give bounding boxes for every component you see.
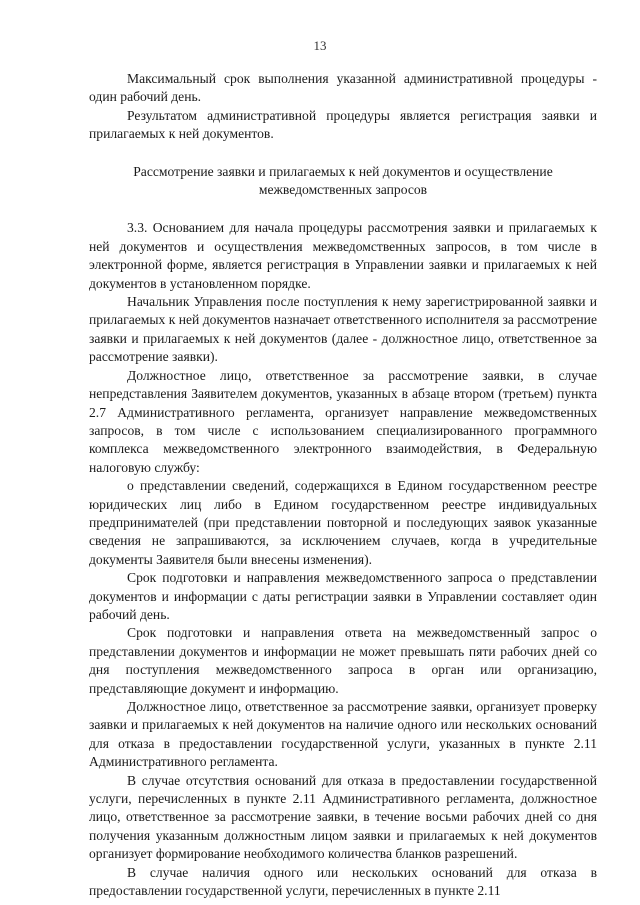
paragraph: Начальник Управления после поступления к нему зарегистрированной заявки и прилагаемых к ней документов назначает ответственного исполнителя за рассмотрение заявки и прилагаемых к ней документов (далее - должностное лицо, ответственное за рассмотрение заявки). [89,294,597,365]
paragraph: Должностное лицо, ответственное за рассмотрение заявки, в случае непредставления Заявителем документов, указанных в абзаце втором (третьем) пункта 2.7 Административного регламента, организует направление межведомственных запросов, в том числе с использованием специализированного программного комплекса межведомственного электронного взаимодействия, в Федеральную налоговую службу: [89,367,597,475]
page-number: 13 [313,38,327,53]
paragraph: В случае наличия одного или нескольких оснований для отказа в предоставлении государственной услуги, перечисленных в пункте 2.11 [89,864,597,899]
paragraph: о представлении сведений, содержащихся в Едином государственном реестре юридических лиц либо в Едином государственном реестре индивидуальных предпринимателей (при представлении повторной и последующих заявок указанные сведения не запрашиваются, за исключением случаев, когда в учредительные документы Заявителя были внесены изменения). [89,478,597,567]
document-body [89,70,597,900]
paragraph: Срок подготовки и направления ответа на межведомственный запрос о представлении документов и информации не может превышать пяти рабочих дней со дня поступления межведомственного запроса в орган или организацию, представляющие документ и информацию. [89,625,597,696]
paragraph: Максимальный срок выполнения указанной административной процедуры - один рабочий день. [89,71,597,105]
paragraph: В случае отсутствия оснований для отказа в предоставлении государственной услуги, перечисленных в пункте 2.11 Административного регламента, должностное лицо, ответственное за рассмотрение заявки, в течение восьми рабочих дней со дня получения указанным должностным лицом заявки и прилагаемых к ней документов организует формирование необходимого количества бланков разрешений. [89,772,597,862]
section-heading: Рассмотрение заявки и прилагаемых к ней документов и осуществление межведомственных запросов [133,163,553,198]
paragraph: Должностное лицо, ответственное за рассмотрение заявки, организует проверку заявки и прилагаемых к ней документов на наличие одного или нескольких оснований для отказа в предоставлении государственной услуги, указанных в пункте 2.11 Административного регламента. [89,699,597,770]
paragraph: Результатом административной процедуры является регистрация заявки и прилагаемых к ней документов. [89,107,597,142]
paragraph: Срок подготовки и направления межведомственного запроса о представлении документов и информации с даты регистрации заявки в Управлении составляет один рабочий день. [89,570,597,622]
paragraph: 3.3. Основанием для начала процедуры рассмотрения заявки и прилагаемых к ней документов и осуществления межведомственных запросов, в том числе в электронной форме, является регистрация в Управлении заявки и прилагаемых к ней документов в установленном порядке. [89,220,597,291]
